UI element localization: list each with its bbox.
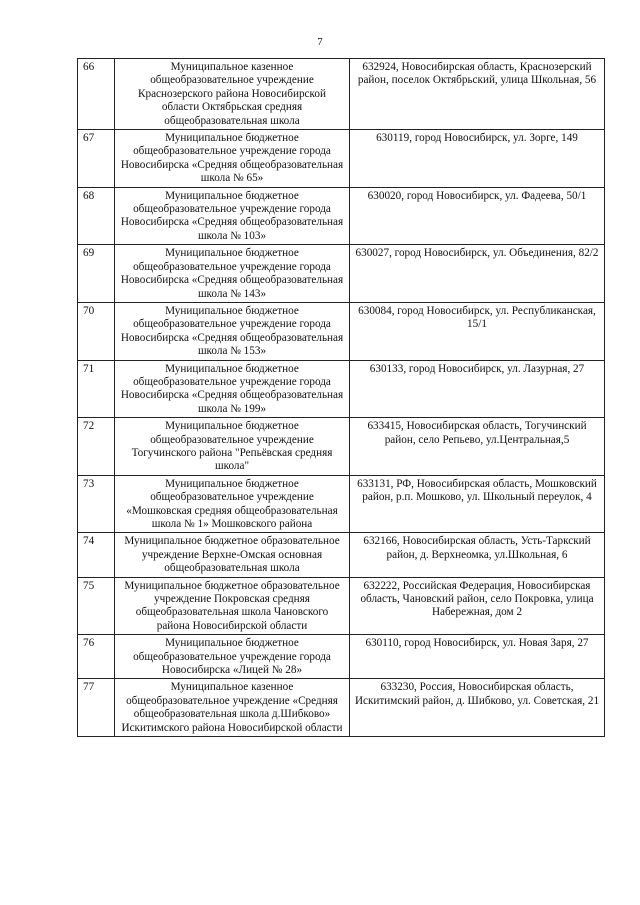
address-cell: 632166, Новосибирская область, Усть-Таркский район, д. Верхнеомка, ул.Школьная, 6 bbox=[350, 533, 605, 577]
address-cell: 630119, город Новосибирск, ул. Зорге, 149 bbox=[350, 130, 605, 188]
table-row bbox=[78, 635, 605, 679]
row-number-cell: 68 bbox=[78, 187, 115, 245]
row-number-cell: 75 bbox=[78, 577, 115, 635]
row-number-cell: 70 bbox=[78, 302, 115, 360]
address-cell: 632222, Российская Федерация, Новосибирская область, Чановский район, село Покровка, улица Набережная, дом 2 bbox=[350, 577, 605, 635]
table-body bbox=[78, 59, 605, 737]
address-cell: 633230, Россия, Новосибирская область, Искитимский район, д. Шибково, ул. Советская, 21 bbox=[350, 679, 605, 737]
row-number-cell: 72 bbox=[78, 418, 115, 476]
institution-name-cell: Муниципальное казенное общеобразовательное учреждение Краснозерского района Новосибирской области Октябрьская средняя общеобразовательная школа bbox=[115, 59, 350, 130]
row-number-cell: 74 bbox=[78, 533, 115, 577]
institution-name-cell: Муниципальное бюджетное общеобразовательное учреждение города Новосибирска «Средняя общеобразовательная школа № 65» bbox=[115, 130, 350, 188]
institution-name-cell: Муниципальное бюджетное образовательное учреждение Верхне-Омская основная общеобразовательная школа bbox=[115, 533, 350, 577]
table-row bbox=[78, 679, 605, 737]
institution-name-cell: Муниципальное бюджетное общеобразовательное учреждение города Новосибирска «Средняя общеобразовательная школа № 143» bbox=[115, 245, 350, 303]
table-row bbox=[78, 187, 605, 245]
table-row bbox=[78, 577, 605, 635]
address-cell: 633131, РФ, Новосибирская область, Мошковский район, р.п. Мошково, ул. Школьный переулок, 4 bbox=[350, 475, 605, 533]
institution-name-cell: Муниципальное бюджетное общеобразовательное учреждение «Мошковская средняя общеобразовательная школа № 1» Мошковского района bbox=[115, 475, 350, 533]
table-row bbox=[78, 302, 605, 360]
institution-name-cell: Муниципальное бюджетное общеобразовательное учреждение города Новосибирска «Средняя общеобразовательная школа № 153» bbox=[115, 302, 350, 360]
row-number-cell: 73 bbox=[78, 475, 115, 533]
address-cell: 630027, город Новосибирск, ул. Объединения, 82/2 bbox=[350, 245, 605, 303]
table-row bbox=[78, 59, 605, 130]
institution-name-cell: Муниципальное бюджетное общеобразовательное учреждение города Новосибирска «Средняя общеобразовательная школа № 199» bbox=[115, 360, 350, 418]
page-number: 7 bbox=[317, 36, 323, 48]
row-number-cell: 77 bbox=[78, 679, 115, 737]
row-number-cell: 69 bbox=[78, 245, 115, 303]
address-cell: 630020, город Новосибирск, ул. Фадеева, 50/1 bbox=[350, 187, 605, 245]
table-row bbox=[78, 475, 605, 533]
institution-name-cell: Муниципальное бюджетное общеобразовательное учреждение Тогучинского района "Репьёвская средняя школа" bbox=[115, 418, 350, 476]
institution-name-cell: Муниципальное бюджетное общеобразовательное учреждение города Новосибирска «Лицей № 28» bbox=[115, 635, 350, 679]
address-cell: 630084, город Новосибирск, ул. Республиканская, 15/1 bbox=[350, 302, 605, 360]
address-cell: 630110, город Новосибирск, ул. Новая Заря, 27 bbox=[350, 635, 605, 679]
address-cell: 633415, Новосибирская область, Тогучинский район, село Репьево, ул.Центральная,5 bbox=[350, 418, 605, 476]
row-number-cell: 67 bbox=[78, 130, 115, 188]
address-cell: 630133, город Новосибирск, ул. Лазурная, 27 bbox=[350, 360, 605, 418]
table-row bbox=[78, 130, 605, 188]
table-row bbox=[78, 245, 605, 303]
table-row bbox=[78, 418, 605, 476]
row-number-cell: 71 bbox=[78, 360, 115, 418]
row-number-cell: 66 bbox=[78, 59, 115, 130]
institution-name-cell: Муниципальное казенное общеобразовательное учреждение «Средняя общеобразовательная школа д.Шибково» Искитимского района Новосибирской области bbox=[115, 679, 350, 737]
institution-name-cell: Муниципальное бюджетное общеобразовательное учреждение города Новосибирска «Средняя общеобразовательная школа № 103» bbox=[115, 187, 350, 245]
table-row bbox=[78, 533, 605, 577]
institution-name-cell: Муниципальное бюджетное образовательное учреждение Покровская средняя общеобразовательная школа Чановского района Новосибирской области bbox=[115, 577, 350, 635]
table-row bbox=[78, 360, 605, 418]
row-number-cell: 76 bbox=[78, 635, 115, 679]
school-registry-table bbox=[77, 58, 605, 737]
address-cell: 632924, Новосибирская область, Краснозерский район, поселок Октябрьский, улица Школьная, 56 bbox=[350, 59, 605, 130]
